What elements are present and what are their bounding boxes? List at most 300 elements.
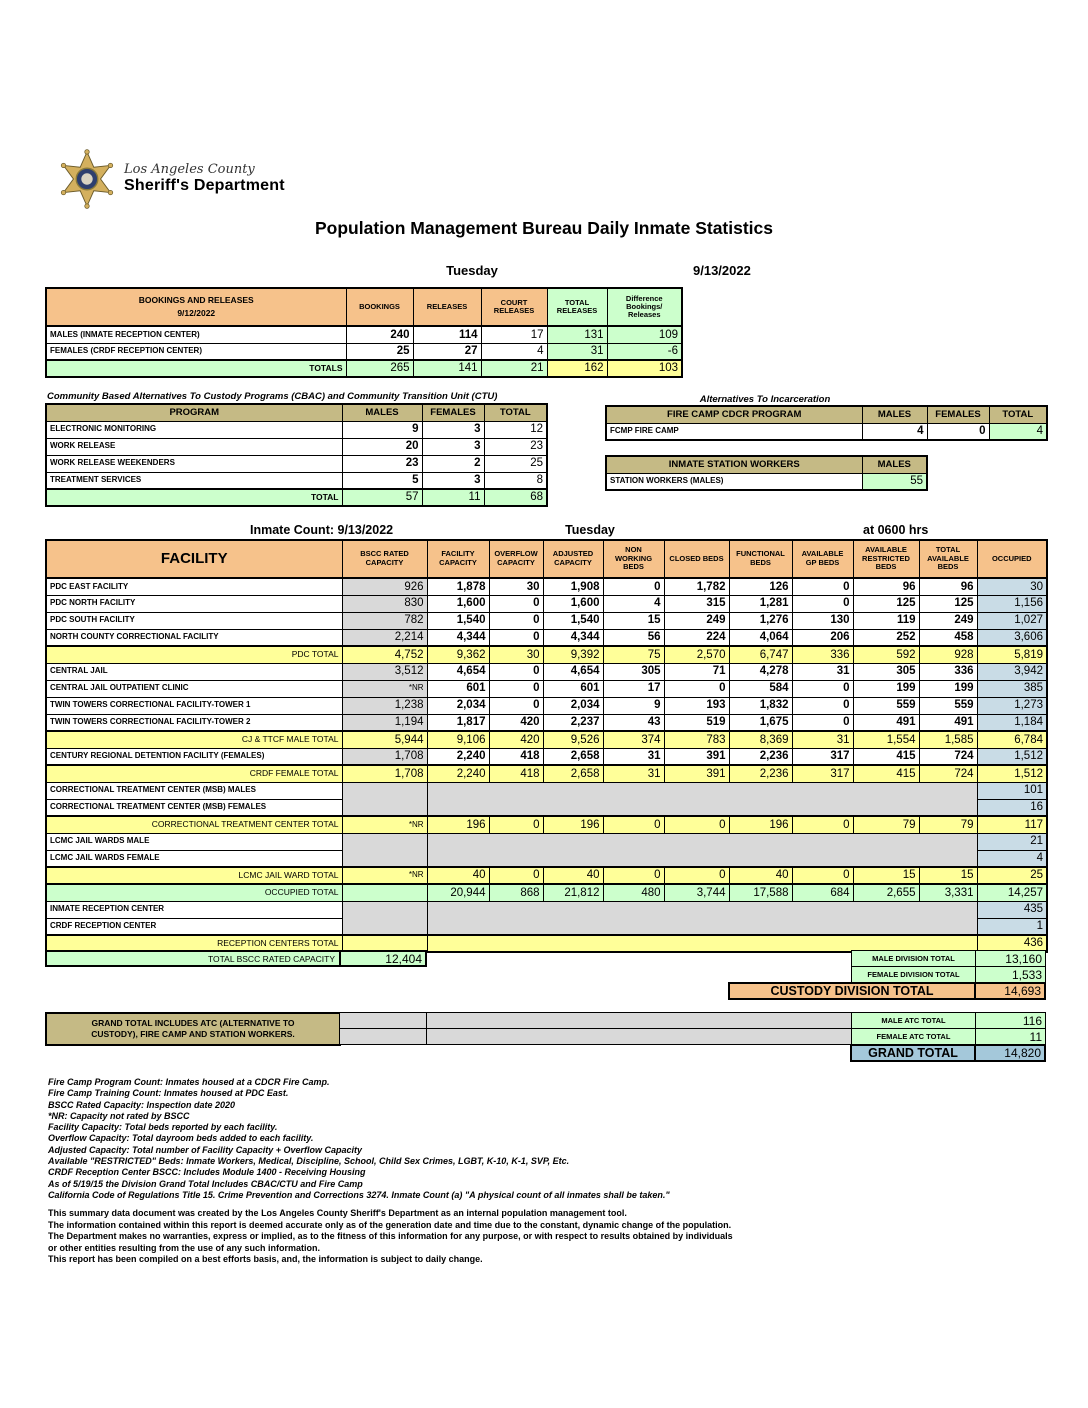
cbac-header-row [46, 404, 547, 421]
value-cell: 0 [927, 423, 989, 440]
value-cell: 1,817 [427, 714, 489, 731]
bookings-totals-row [46, 360, 682, 377]
value-cell: 1,878 [427, 578, 489, 595]
cbac-table-body [46, 404, 547, 506]
value-cell: 868 [489, 884, 543, 901]
facility-row [46, 816, 1047, 833]
bscc-capacity-cell: 782 [342, 612, 427, 629]
bscc-capacity-cell: 1,238 [342, 697, 427, 714]
value-cell: 1,675 [729, 714, 792, 731]
value-cell: 199 [919, 680, 977, 697]
value-cell: 1,908 [543, 578, 603, 595]
value-cell: 79 [919, 816, 977, 833]
value-cell: 0 [792, 714, 853, 731]
grand-spacer-cell [426, 1012, 852, 1029]
value-cell: 1,540 [427, 612, 489, 629]
facility-label: PDC NORTH FACILITY [46, 595, 342, 612]
value-cell: 31 [792, 663, 853, 680]
occupied-cell: 1,512 [977, 765, 1047, 782]
column-header: OVERFLOW CAPACITY [489, 540, 543, 578]
column-header: FACILITY [46, 540, 342, 578]
fire-camp-header: FIRE CAMP CDCR PROGRAM [606, 406, 862, 423]
value-cell: 125 [919, 595, 977, 612]
program-label: FCMP FIRE CAMP [606, 423, 862, 440]
value-cell: 592 [853, 646, 919, 663]
value-cell: 8,369 [729, 731, 792, 748]
value-cell: 40 [427, 867, 489, 884]
bscc-capacity-cell: 926 [342, 578, 427, 595]
value-cell: 3,744 [664, 884, 729, 901]
inmate-count-time: at 0600 hrs [863, 523, 929, 537]
bscc-capacity-cell [342, 799, 427, 816]
value-cell: 4 [603, 595, 664, 612]
column-header: FACILITY CAPACITY [427, 540, 489, 578]
total-bscc-value: 12,404 [339, 950, 427, 967]
value-cell: 2 [422, 455, 484, 472]
occupied-cell: 14,257 [977, 884, 1047, 901]
total-value: 57 [342, 489, 422, 506]
bscc-capacity-cell: *NR [342, 816, 427, 833]
occupied-cell: 385 [977, 680, 1047, 697]
value-cell: 391 [664, 748, 729, 765]
value-cell: 119 [853, 612, 919, 629]
total-value: 68 [484, 489, 547, 506]
column-header: FEMALES [422, 404, 484, 421]
total-label: OCCUPIED TOTAL [46, 884, 342, 901]
disclaimer-line: or other entities resulting from the use of any such information. [48, 1242, 321, 1253]
value-cell: 0 [603, 867, 664, 884]
male-division-total-value: 13,160 [975, 950, 1046, 967]
facility-row [46, 918, 1047, 935]
footnote-line: BSCC Rated Capacity: Inspection date 2020 [48, 1099, 236, 1110]
bookings-date: 9/12/2022 [177, 308, 216, 318]
value-cell: 0 [792, 697, 853, 714]
value-cell: 17,588 [729, 884, 792, 901]
value-cell: 224 [664, 629, 729, 646]
report-date: 9/13/2022 [693, 263, 751, 278]
value-cell: 126 [729, 578, 792, 595]
cbac-data-row [46, 455, 547, 472]
facility-row [46, 646, 1047, 663]
male-division-total-label: MALE DIVISION TOTAL [851, 950, 976, 967]
merged-empty-cell [427, 901, 977, 918]
value-cell: 317 [792, 748, 853, 765]
program-label: WORK RELEASE WEEKENDERS [46, 455, 342, 472]
bookings-releases-table [45, 287, 683, 378]
merged-empty-cell [427, 833, 977, 850]
facility-label: CRDF RECEPTION CENTER [46, 918, 342, 935]
value-cell: 415 [853, 748, 919, 765]
value-cell: 928 [919, 646, 977, 663]
value-cell: 336 [792, 646, 853, 663]
value-cell: 56 [603, 629, 664, 646]
fire-camp-data-row [606, 423, 1047, 440]
value-cell: 1,600 [427, 595, 489, 612]
value-cell: 71 [664, 663, 729, 680]
facility-row [46, 578, 1047, 595]
station-workers-header: INMATE STATION WORKERS [606, 456, 862, 473]
value-cell: 206 [792, 629, 853, 646]
facility-label: TWIN TOWERS CORRECTIONAL FACILITY-TOWER 1 [46, 697, 342, 714]
value-cell: 20,944 [427, 884, 489, 901]
cbac-data-row [46, 438, 547, 455]
facility-row [46, 595, 1047, 612]
value-cell: 30 [489, 646, 543, 663]
value-cell: 0 [489, 595, 543, 612]
value-cell: 5 [342, 472, 422, 489]
column-header: MALES [342, 404, 422, 421]
occupied-cell: 101 [977, 782, 1047, 799]
value-cell: 40 [729, 867, 792, 884]
total-label: TOTAL [46, 489, 342, 506]
bookings-title: BOOKINGS AND RELEASES [138, 295, 254, 306]
value-cell: 2,236 [729, 748, 792, 765]
occupied-cell: 1,273 [977, 697, 1047, 714]
facility-row [46, 765, 1047, 782]
value-cell: 1,600 [543, 595, 603, 612]
column-header: MALES [862, 456, 927, 473]
value-cell: 12 [484, 421, 547, 438]
value-cell: 25 [484, 455, 547, 472]
station-workers-header-row [606, 456, 927, 473]
value-cell: 199 [853, 680, 919, 697]
facility-label: LCMC JAIL WARDS MALE [46, 833, 342, 850]
custody-division-total-label: CUSTODY DIVISION TOTAL [728, 982, 976, 1000]
fire-camp-table-body [606, 406, 1047, 440]
value-cell: 240 [346, 326, 413, 343]
row-label: MALES (INMATE RECEPTION CENTER) [46, 326, 346, 343]
facility-label: PDC SOUTH FACILITY [46, 612, 342, 629]
merged-empty-cell [427, 850, 977, 867]
value-cell: 43 [603, 714, 664, 731]
value-cell: 27 [413, 343, 481, 360]
cbac-table [45, 403, 548, 507]
facility-row [46, 867, 1047, 884]
page-title: Population Management Bureau Daily Inmate Statistics [314, 218, 774, 238]
footnote-line: As of 5/19/15 the Division Grand Total Includes CBAC/CTU and Fire Camp [48, 1178, 363, 1189]
value-cell: 305 [603, 663, 664, 680]
occupied-cell: 1,512 [977, 748, 1047, 765]
value-cell: 0 [792, 680, 853, 697]
value-cell: 96 [853, 578, 919, 595]
value-cell: 0 [489, 629, 543, 646]
value-cell: 3,331 [919, 884, 977, 901]
facility-row [46, 901, 1047, 918]
sheriff-logo [58, 148, 285, 210]
value-cell: 23 [342, 455, 422, 472]
value-cell: 196 [543, 816, 603, 833]
value-cell: 0 [603, 816, 664, 833]
bscc-capacity-cell: 1,708 [342, 765, 427, 782]
column-header: MALES [862, 406, 927, 423]
value-cell: 109 [607, 326, 682, 343]
station-workers-table-body [606, 456, 927, 490]
value-cell: 31 [603, 748, 664, 765]
value-cell: 315 [664, 595, 729, 612]
value-cell: 2,570 [664, 646, 729, 663]
facility-row [46, 714, 1047, 731]
grand-spacer-cell [339, 1012, 427, 1029]
disclaimer-line: This report has been compiled on a best efforts basis, and, the information is subject to daily change. [48, 1254, 483, 1264]
facility-row [46, 850, 1047, 867]
value-cell: 31 [603, 765, 664, 782]
value-cell: 0 [792, 578, 853, 595]
value-cell: 1,585 [919, 731, 977, 748]
value-cell: 2,236 [729, 765, 792, 782]
female-atc-total-label: FEMALE ATC TOTAL [851, 1028, 976, 1045]
occupied-cell: 1,156 [977, 595, 1047, 612]
value-cell: 40 [543, 867, 603, 884]
bscc-capacity-cell [342, 782, 427, 799]
occupied-cell: 435 [977, 901, 1047, 918]
value-cell: 17 [481, 326, 547, 343]
program-label: STATION WORKERS (MALES) [606, 473, 862, 490]
column-header: TOTAL RELEASES [547, 288, 607, 326]
value-cell: 2,034 [543, 697, 603, 714]
value-cell: 4,064 [729, 629, 792, 646]
value-cell: 4,654 [543, 663, 603, 680]
sheriff-star-icon [58, 148, 116, 210]
value-cell: 15 [919, 867, 977, 884]
facility-label: LCMC JAIL WARDS FEMALE [46, 850, 342, 867]
grand-total-note-line1: GRAND TOTAL INCLUDES ATC (ALTERNATIVE TO [91, 1017, 295, 1028]
column-header: AVAILABLE GP BEDS [792, 540, 853, 578]
bscc-capacity-cell [342, 918, 427, 935]
summary-section [45, 950, 1046, 1002]
value-cell: 491 [853, 714, 919, 731]
value-cell: 196 [427, 816, 489, 833]
value-cell: 1,281 [729, 595, 792, 612]
logo-county-text: Los Angeles County [124, 162, 255, 178]
value-cell: 1,276 [729, 612, 792, 629]
occupied-cell: 6,784 [977, 731, 1047, 748]
facility-row [46, 884, 1047, 901]
column-header: COURT RELEASES [481, 288, 547, 326]
value-cell: 0 [489, 697, 543, 714]
bscc-capacity-cell: *NR [342, 867, 427, 884]
value-cell: 0 [664, 867, 729, 884]
value-cell: 317 [792, 765, 853, 782]
occupied-cell: 3,942 [977, 663, 1047, 680]
male-atc-total-label: MALE ATC TOTAL [851, 1012, 976, 1029]
facility-label: TWIN TOWERS CORRECTIONAL FACILITY-TOWER 2 [46, 714, 342, 731]
cbac-total-row [46, 489, 547, 506]
column-header: TOTAL AVAILABLE BEDS [919, 540, 977, 578]
column-header: CLOSED BEDS [664, 540, 729, 578]
footnote-line: Available "RESTRICTED" Beds: Inmate Workers, Medical, Discipline, School, Child Sex Crimes, LGBT, K-10, K-1, SVP, Etc. [48, 1156, 570, 1167]
value-cell: 20 [342, 438, 422, 455]
value-cell: 2,240 [427, 748, 489, 765]
value-cell: 305 [853, 663, 919, 680]
ati-section-title: Alternatives To Incarceration [699, 394, 831, 405]
disclaimer-line: The Department makes no warranties, express or implied, as to the fitness of this information for any purpose, or with respect to results obtained by individuals [48, 1231, 733, 1241]
value-cell: 418 [489, 765, 543, 782]
value-cell: 336 [919, 663, 977, 680]
inmate-count-label: Inmate Count: 9/13/2022 [250, 523, 394, 537]
bscc-capacity-cell [342, 850, 427, 867]
facility-header-row [46, 540, 1047, 578]
value-cell: 193 [664, 697, 729, 714]
total-label: CJ & TTCF MALE TOTAL [46, 731, 342, 748]
column-header: RELEASES [413, 288, 481, 326]
occupied-cell: 21 [977, 833, 1047, 850]
facility-row [46, 612, 1047, 629]
facility-row [46, 697, 1047, 714]
value-cell: 25 [346, 343, 413, 360]
footnote-line: *NR: Capacity not rated by BSCC [48, 1110, 190, 1121]
totals-value: 21 [481, 360, 547, 377]
value-cell: 0 [489, 612, 543, 629]
cbac-data-row [46, 472, 547, 489]
value-cell: 491 [919, 714, 977, 731]
facility-row [46, 680, 1047, 697]
bscc-capacity-cell [342, 833, 427, 850]
value-cell: 79 [853, 816, 919, 833]
value-cell: 559 [853, 697, 919, 714]
grand-total-label: GRAND TOTAL [850, 1044, 976, 1062]
footnote-line: Fire Camp Program Count: Inmates housed at a CDCR Fire Camp. [48, 1077, 330, 1087]
value-cell: 420 [489, 714, 543, 731]
bscc-capacity-cell: 5,944 [342, 731, 427, 748]
occupied-cell: 16 [977, 799, 1047, 816]
totals-value: 265 [346, 360, 413, 377]
footnote-line: Adjusted Capacity: Total number of Facility Capacity + Overflow Capacity [48, 1144, 362, 1155]
column-header: AVAILABLE RESTRICTED BEDS [853, 540, 919, 578]
bscc-capacity-cell: 1,194 [342, 714, 427, 731]
cbac-data-row [46, 421, 547, 438]
value-cell: 2,658 [543, 765, 603, 782]
custody-division-total-value: 14,693 [974, 982, 1046, 1000]
value-cell: 0 [664, 816, 729, 833]
report-weekday: Tuesday [446, 263, 498, 278]
value-cell: 601 [543, 680, 603, 697]
occupied-cell: 436 [977, 935, 1047, 952]
fire-camp-table [605, 405, 1048, 441]
column-header: FUNCTIONAL BEDS [729, 540, 792, 578]
value-cell: 724 [919, 748, 977, 765]
totals-value: 162 [547, 360, 607, 377]
column-header: TOTAL [989, 406, 1047, 423]
value-cell: 415 [853, 765, 919, 782]
facility-label: CORRECTIONAL TREATMENT CENTER (MSB) FEMALES [46, 799, 342, 816]
value-cell: 1,554 [853, 731, 919, 748]
value-cell: 4,278 [729, 663, 792, 680]
logo-text [124, 163, 285, 195]
column-header: Difference Bookings/ Releases [607, 288, 682, 326]
facility-row [46, 731, 1047, 748]
value-cell: 249 [919, 612, 977, 629]
grand-spacer-cell [339, 1028, 427, 1045]
totals-value: 103 [607, 360, 682, 377]
value-cell: 21,812 [543, 884, 603, 901]
facility-label: CENTRAL JAIL [46, 663, 342, 680]
value-cell: 9,362 [427, 646, 489, 663]
program-label: ELECTRONIC MONITORING [46, 421, 342, 438]
program-label: TREATMENT SERVICES [46, 472, 342, 489]
grand-spacer-cell [426, 1028, 852, 1045]
value-cell: 9 [603, 697, 664, 714]
grand-total-note [45, 1012, 341, 1046]
value-cell: 31 [547, 343, 607, 360]
facility-row [46, 782, 1047, 799]
value-cell: 252 [853, 629, 919, 646]
grand-total-section [45, 1012, 1046, 1064]
facility-label: NORTH COUNTY CORRECTIONAL FACILITY [46, 629, 342, 646]
occupied-cell: 4 [977, 850, 1047, 867]
footnotes [48, 1077, 670, 1201]
bscc-capacity-cell: 830 [342, 595, 427, 612]
value-cell: 1,782 [664, 578, 729, 595]
value-cell: 1,540 [543, 612, 603, 629]
value-cell: 0 [792, 816, 853, 833]
bookings-title-cell [46, 288, 346, 326]
occupied-cell: 1 [977, 918, 1047, 935]
disclaimer [48, 1208, 733, 1266]
total-value: 11 [422, 489, 484, 506]
occupied-cell: 1,184 [977, 714, 1047, 731]
bscc-capacity-cell: 3,512 [342, 663, 427, 680]
value-cell: 4 [862, 423, 927, 440]
bscc-capacity-cell: 1,708 [342, 748, 427, 765]
footnote-line: Fire Camp Training Count: Inmates housed at PDC East. [48, 1088, 289, 1099]
bscc-capacity-cell: 2,214 [342, 629, 427, 646]
value-cell: 15 [603, 612, 664, 629]
value-cell: 374 [603, 731, 664, 748]
value-cell: 584 [729, 680, 792, 697]
column-header: ADJUSTED CAPACITY [543, 540, 603, 578]
value-cell: 9,526 [543, 731, 603, 748]
value-cell: 3 [422, 421, 484, 438]
value-cell: 0 [489, 680, 543, 697]
value-cell: 418 [489, 748, 543, 765]
value-cell: 391 [664, 765, 729, 782]
total-label: RECEPTION CENTERS TOTAL [46, 935, 342, 952]
grand-total-note-line2: CUSTODY), FIRE CAMP AND STATION WORKERS. [91, 1029, 295, 1039]
value-cell: 0 [664, 680, 729, 697]
column-header: TOTAL [484, 404, 547, 421]
value-cell: 0 [489, 816, 543, 833]
value-cell: 0 [792, 867, 853, 884]
value-cell: 3 [422, 438, 484, 455]
value-cell: 0 [603, 578, 664, 595]
grand-total-value: 14,820 [974, 1044, 1046, 1062]
male-atc-total-value: 116 [975, 1012, 1046, 1029]
footnote-line: CRDF Reception Center BSCC: Includes Module 1400 - Receiving Housing [48, 1167, 366, 1178]
total-label: CRDF FEMALE TOTAL [46, 765, 342, 782]
value-cell: 2,655 [853, 884, 919, 901]
value-cell: 2,240 [427, 765, 489, 782]
facility-row [46, 663, 1047, 680]
facility-row [46, 833, 1047, 850]
value-cell: 131 [547, 326, 607, 343]
value-cell: 519 [664, 714, 729, 731]
value-cell: 9 [342, 421, 422, 438]
value-cell: 480 [603, 884, 664, 901]
value-cell: 4,654 [427, 663, 489, 680]
facility-table-body [46, 540, 1047, 952]
value-cell: 4,344 [543, 629, 603, 646]
value-cell: 420 [489, 731, 543, 748]
value-cell: 724 [919, 765, 977, 782]
facility-row [46, 629, 1047, 646]
bookings-header-row [46, 288, 682, 326]
merged-empty-cell [427, 782, 977, 799]
column-header: FEMALES [927, 406, 989, 423]
bookings-data-row [46, 326, 682, 343]
value-cell: 559 [919, 697, 977, 714]
value-cell: 8 [484, 472, 547, 489]
value-cell: 2,034 [427, 697, 489, 714]
